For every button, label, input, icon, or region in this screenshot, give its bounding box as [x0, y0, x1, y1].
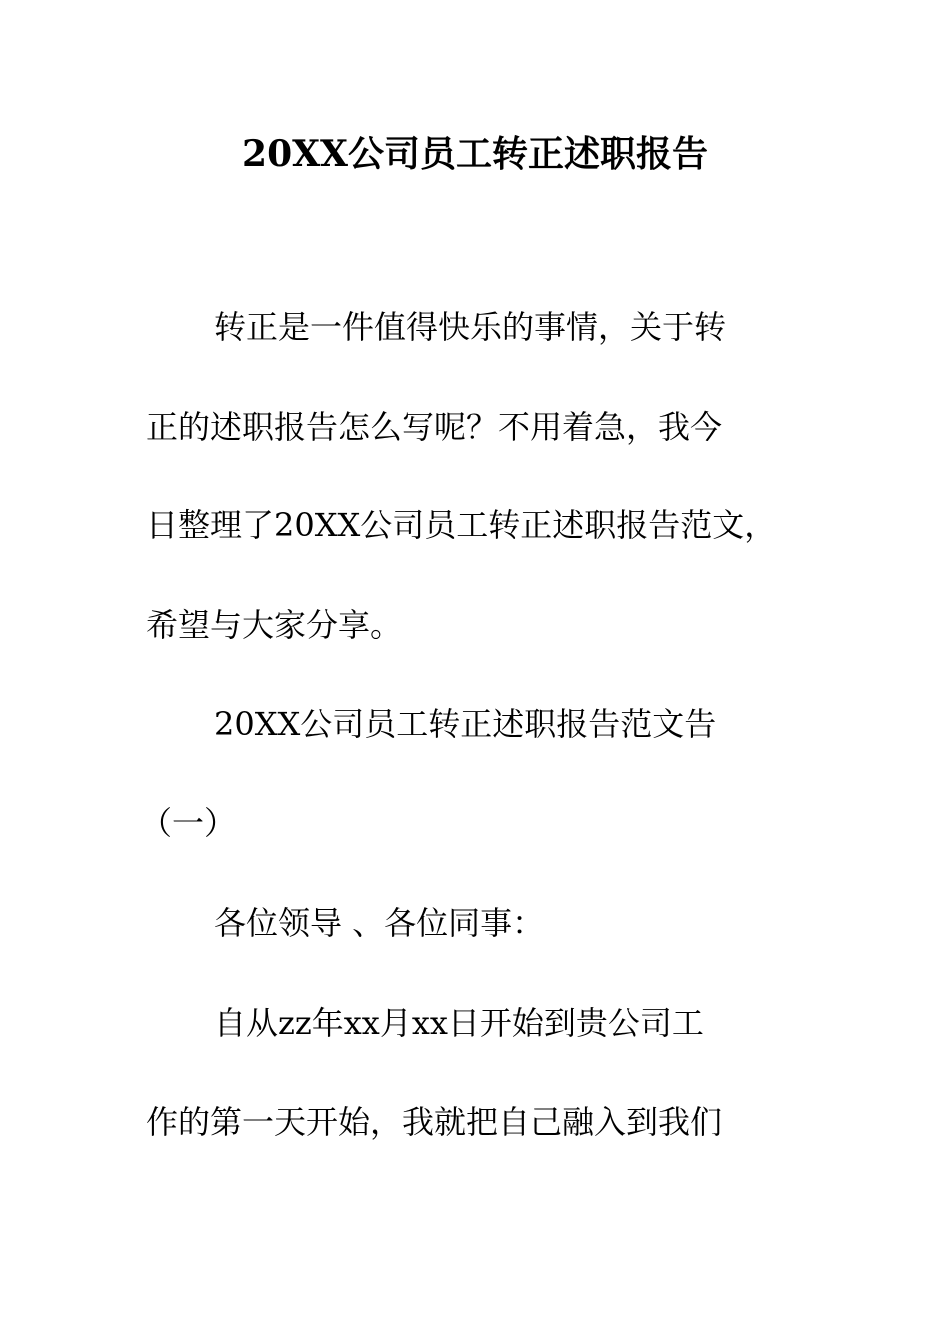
paragraph-line: 正的述职报告怎么写呢？不用着急，我今	[146, 408, 723, 446]
salutation: 各位领导 、各位同事：	[214, 904, 545, 942]
paragraph-line: 希望与大家分享。	[146, 606, 403, 644]
section-number: （一）	[140, 804, 237, 842]
paragraph-line: 转正是一件值得快乐的事情，关于转	[214, 308, 727, 346]
paragraph-line: 作的第一天开始，我就把自己融入到我们	[146, 1103, 723, 1141]
document-title: 20XX公司员工转正述职报告	[242, 133, 708, 175]
paragraph-line: 日整理了20XX公司员工转正述职报告范文，	[146, 506, 777, 544]
section-heading-line: 20XX公司员工转正述职报告范文告	[214, 705, 717, 743]
paragraph-line: 自从zz年xx月xx日开始到贵公司工	[214, 1004, 704, 1042]
